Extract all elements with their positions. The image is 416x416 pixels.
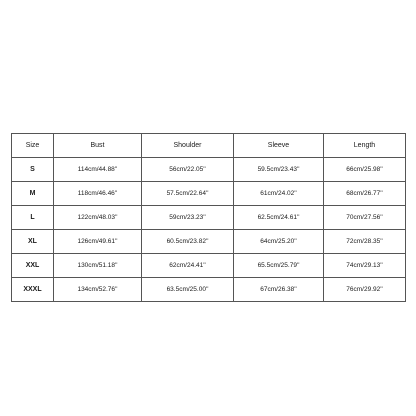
sleeve-cell: 64cm/25.20'' xyxy=(234,230,324,254)
shoulder-cell: 59cm/23.23'' xyxy=(142,206,234,230)
sleeve-cell: 67cm/26.38'' xyxy=(234,278,324,302)
size-cell: XXXL xyxy=(12,278,54,302)
shoulder-cell: 63.5cm/25.00'' xyxy=(142,278,234,302)
shoulder-cell: 60.5cm/23.82'' xyxy=(142,230,234,254)
table-row xyxy=(12,158,406,182)
length-cell: 66cm/25.98'' xyxy=(324,158,406,182)
length-cell: 74cm/29.13'' xyxy=(324,254,406,278)
shoulder-cell: 57.5cm/22.64'' xyxy=(142,182,234,206)
header-length: Length xyxy=(324,134,406,158)
length-cell: 76cm/29.92'' xyxy=(324,278,406,302)
table-row xyxy=(12,230,406,254)
size-chart-table xyxy=(11,133,406,302)
size-cell: S xyxy=(12,158,54,182)
header-shoulder: Shoulder xyxy=(142,134,234,158)
bust-cell: 130cm/51.18'' xyxy=(54,254,142,278)
bust-cell: 118cm/46.46'' xyxy=(54,182,142,206)
length-cell: 70cm/27.56'' xyxy=(324,206,406,230)
table-header-row xyxy=(12,134,406,158)
size-cell: M xyxy=(12,182,54,206)
table-row xyxy=(12,278,406,302)
table-row xyxy=(12,254,406,278)
shoulder-cell: 56cm/22.05'' xyxy=(142,158,234,182)
sleeve-cell: 65.5cm/25.79'' xyxy=(234,254,324,278)
bust-cell: 126cm/49.61'' xyxy=(54,230,142,254)
bust-cell: 134cm/52.76'' xyxy=(54,278,142,302)
length-cell: 72cm/28.35'' xyxy=(324,230,406,254)
bust-cell: 114cm/44.88'' xyxy=(54,158,142,182)
size-cell: XXL xyxy=(12,254,54,278)
sleeve-cell: 59.5cm/23.43'' xyxy=(234,158,324,182)
bust-cell: 122cm/48.03'' xyxy=(54,206,142,230)
shoulder-cell: 62cm/24.41'' xyxy=(142,254,234,278)
table-row xyxy=(12,182,406,206)
sleeve-cell: 62.5cm/24.61'' xyxy=(234,206,324,230)
header-size: Size xyxy=(12,134,54,158)
size-cell: L xyxy=(12,206,54,230)
sleeve-cell: 61cm/24.02'' xyxy=(234,182,324,206)
length-cell: 68cm/26.77'' xyxy=(324,182,406,206)
size-cell: XL xyxy=(12,230,54,254)
header-bust: Bust xyxy=(54,134,142,158)
table-row xyxy=(12,206,406,230)
header-sleeve: Sleeve xyxy=(234,134,324,158)
